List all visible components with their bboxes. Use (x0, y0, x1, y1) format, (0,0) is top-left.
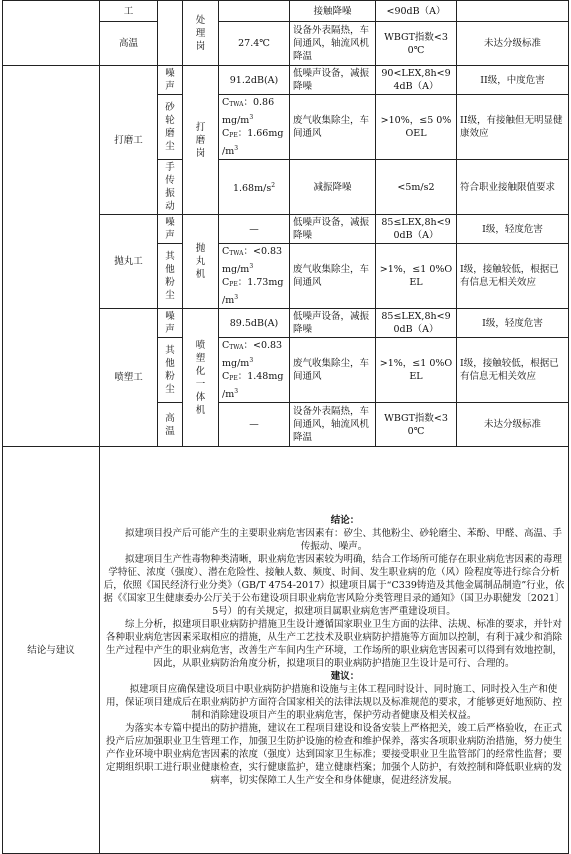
job-cell: 抛丸工 (100, 215, 158, 309)
limit-cell: 90<LEX,8h<94dB（A） (376, 66, 457, 95)
measure-cell: 废气收集除尘，车间通风 (290, 95, 376, 160)
evaluation-cell: 未达分级标准 (457, 22, 569, 66)
measure-cell: 低噪声设备，减振降噪 (290, 309, 376, 338)
hazard-cell: 高温 (158, 403, 183, 447)
suggestion-paragraph: 拟建项目应确保建设项目中职业病防护措施和设施与主体工程同时设计、同时施工、同时投入生产和使用，保证项目建成后在职业病防护方面符合国家相关的法律法规以及标准规范的要求，才能够更好地预防、控制和消除建设项目产生的职业病危害，保护劳动者健康及相关权益。 (105, 683, 562, 721)
evaluation-cell: II级，中度危害 (457, 66, 569, 95)
measure-cell: 废气收集除尘，车间通风 (290, 244, 376, 309)
hazard-cell: 噪声 (158, 309, 183, 338)
limit-cell: <5m/s2 (376, 160, 457, 215)
evaluation-cell: I级，轻度危害 (457, 309, 569, 338)
conclusion-paragraph: 拟建项目生产性毒物种类清晰，职业病危害因素较为明确，结合工作场所可能存在职业病危害因素的毒理学特征、浓度（强度）、潜在危险性、接触人数、频度、时间、发生职业病的危（风）险程度等进行综合分析后，依照《国民经济行业分类》（GB/T 4754-2017）拟建项目属于“C339铸造及其他金属制品制造”行业，依据《《国家卫生健康委办公厅关于公布建设项目职业病危害风险分类管理目录的通知》（国卫办职健发〔2021〕5号）的有关规定，拟建项目属职业病危害严重建设项目。 (103, 553, 565, 617)
value-cell: 91.2dB(A) (219, 66, 290, 95)
value-cell: 89.5dB(A) (219, 309, 290, 338)
hazard-cell: 砂轮磨尘 (158, 95, 183, 160)
hazard-cell: 噪声 (158, 215, 183, 244)
conclusion-paragraph: 拟建项目投产后可能产生的主要职业病危害因素有：矽尘、其他粉尘、砂轮磨尘、苯酚、甲醛、高温、手传振动、噪声。 (124, 527, 562, 552)
limit-cell: WBGT指数<30℃ (376, 22, 457, 66)
hazard-cell: 其他粉尘 (158, 338, 183, 403)
evaluation-cell: 未达分级标准 (457, 403, 569, 447)
hazard-cell: 手传振动 (158, 160, 183, 215)
measure-cell: 设备外表隔热，车间通风，轴流风机降温 (290, 403, 376, 447)
job-cell: 打磨工 (100, 66, 158, 215)
value-cell: CTWA：<0.83 $mg/m^3$ CPE：1.48mg $/m^3$ (219, 338, 290, 403)
location-cell: 喷塑化一体机 (183, 309, 219, 447)
value-cell: $1.68m/s^2$ (219, 160, 290, 215)
limit-cell: 85≤LEX,8h<90dB（A） (376, 309, 457, 338)
limit-cell: <90dB（A） (376, 1, 457, 22)
evaluation-cell: I级，接触较低，根据已有信息无相关效应 (457, 244, 569, 309)
hazard-cell: 高温 (100, 22, 158, 66)
conclusion-label: 结论与建议 (3, 447, 100, 854)
job-cell: 喷塑工 (100, 309, 158, 447)
measure-cell: 低噪声设备，减振降噪 (290, 215, 376, 244)
measure-cell: 设备外表隔热，车间通风，轴流风机降温 (290, 22, 376, 66)
evaluation-cell: 符合职业接触限值要求 (457, 160, 569, 215)
blank-cell (3, 1, 100, 66)
measure-cell: 接触降噪 (290, 1, 376, 22)
measure-cell: 减振降噪 (290, 160, 376, 215)
location-cell: 抛丸机 (183, 215, 219, 309)
limit-cell: WBGT指数<30℃ (376, 403, 457, 447)
conclusion-paragraph: 综上分析，拟建项目职业病防护措施卫生设计遵循国家职业卫生方面的法律、法规、标准的要求，并针对各种职业病危害因素采取相应的措施，从生产工艺技术及职业病防护措施等方面加以控制，有利于减少和消除生产过程中产生的职业病危害，改善生产车间内生产环境，工作场所的职业病危害因素可以得到有效地控制，因此，从职业病防治角度分析，拟建项目的职业病防护措施卫生设计是可行、合理的。 (105, 618, 562, 669)
evaluation-cell: I级，轻度危害 (457, 215, 569, 244)
hazard-cell: 其他粉尘 (158, 244, 183, 309)
conclusion-body (100, 447, 569, 854)
measure-cell: 低噪声设备，减振降噪 (290, 66, 376, 95)
limit-cell: 85≤LEX,8h<90dB（A） (376, 215, 457, 244)
value-cell: — (219, 403, 290, 447)
job-fragment: 工 (100, 1, 158, 22)
value-cell: CTWA：<0.83 $mg/m^3$ CPE：1.73mg $/m^3$ (219, 244, 290, 309)
suggestion-paragraph: 为落实本专篇中提出的防护措施，建议在工程项目建设和设备安装上严格把关，竣工后严格验收，在正式投产后应加强职业卫生管理工作，加强卫生防护设施的检查和维护保养，落实各项职业病防治措施，努力使生产作业环境中职业病危害因素的浓度（强度）达到国家卫生标准；要接受职业卫生监管部门的经常性监督；要定期组织职工进行职业健康检查，实行健康监护，建立健康档案；加强个人防护，有效控制和降低职业病的发病率，切实保障工人生产安全和身体健康，促进经济发展。 (105, 722, 562, 786)
measure-cell: 废气收集除尘，车间通风 (290, 338, 376, 403)
evaluation-cell: I级，接触较低，根据已有信息无相关效应 (457, 338, 569, 403)
value-cell: 27.4℃ (219, 22, 290, 66)
limit-cell: >10%，≤5 0%OEL (376, 95, 457, 160)
hazard-cell: 噪声 (158, 66, 183, 95)
value-cell: CTWA：0.86 $mg/m^3$ CPE：1.66mg $/m^3$ (219, 95, 290, 160)
evaluation-cell: II级，有接触但无明显健康效应 (457, 95, 569, 160)
conclusion-heading: 结论： (330, 514, 360, 526)
hazard-table (2, 0, 569, 854)
limit-cell: >1%，≤1 0%OEL (376, 244, 457, 309)
suggestion-heading: 建议： (330, 670, 360, 682)
location-fragment: 处理岗 (183, 1, 219, 66)
value-cell: — (219, 215, 290, 244)
location-cell: 打磨岗 (183, 66, 219, 215)
limit-cell: >1%，≤1 0%OEL (376, 338, 457, 403)
